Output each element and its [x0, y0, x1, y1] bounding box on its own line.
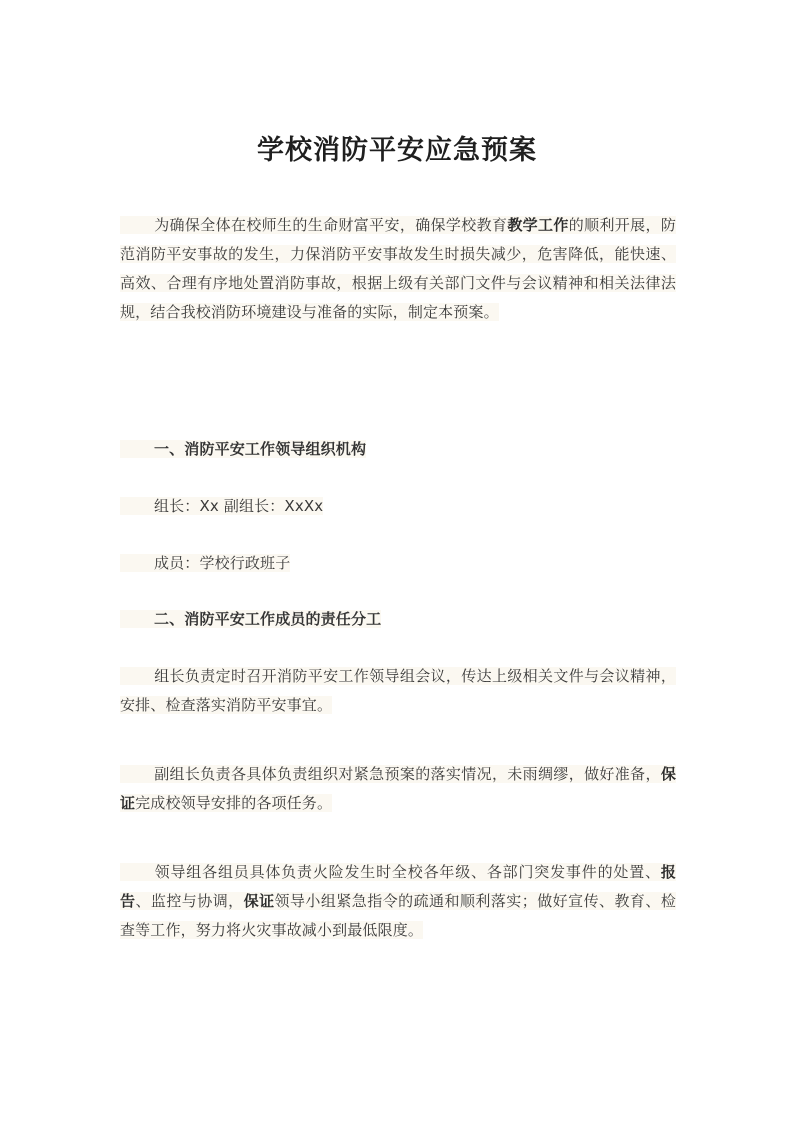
group-duty-paragraph [120, 858, 676, 945]
document-title: 学校消防平安应急预案 [257, 135, 537, 166]
intro-text-start: 为确保全体在校师生的生命财富平安，确保学校教育 [154, 216, 508, 234]
group-duty-bold-2: 保证 [243, 892, 275, 910]
group-duty-text-1: 领导组各组员具体负责火险发生时全校各年级、各部门突发事件的处置、 [154, 863, 661, 881]
group-duty-bold-1: 报告 [120, 863, 676, 910]
deputy-duty-bold: 保证 [120, 765, 676, 812]
intro-paragraph [120, 211, 676, 327]
intro-bold-term: 教学工作 [507, 216, 569, 234]
group-duty-text-3: 领导小组紧急指令的疏通和顺利落实；做好宣传、教育、检查等工作，努力将火灾事故减小到最低限度。 [120, 892, 676, 939]
intro-text [120, 216, 676, 321]
deputy-duty-text-start: 副组长负责各具体负责组织对紧急预案的落实情况，未雨绸缪，做好准备， [154, 765, 661, 783]
intro-text-end: 的顺利开展，防范消防平安事故的发生，力保消防平安事故发生时损失减少，危害降低，能快速、高效、合理有序地处置消防事故，根据上级有关部门文件与会议精神和相关法律法规，结合我校消防环境建设与准备的实际，制定本预案。 [120, 216, 676, 321]
group-duty-text-2: 、监控与协调， [135, 892, 244, 910]
section-heading-2-text: 二、消防平安工作成员的责任分工 [154, 610, 382, 628]
members-line [120, 549, 676, 578]
members-text: 成员：学校行政班子 [154, 554, 291, 572]
leaders-text: 组长：Xx 副组长：XxXx [154, 497, 324, 515]
section-heading-2 [120, 605, 676, 634]
deputy-duty-text-end: 完成校领导安排的各项任务。 [135, 794, 333, 812]
deputy-duty-paragraph [120, 760, 676, 818]
section-heading-1 [120, 435, 676, 464]
section-heading-1-text: 一、消防平安工作领导组织机构 [154, 440, 367, 458]
leaders-line [120, 492, 676, 521]
leader-duty-paragraph [120, 662, 676, 720]
leader-duty-text: 组长负责定时召开消防平安工作领导组会议，传达上级相关文件与会议精神，安排、检查落实消防平安事宜。 [120, 667, 676, 714]
